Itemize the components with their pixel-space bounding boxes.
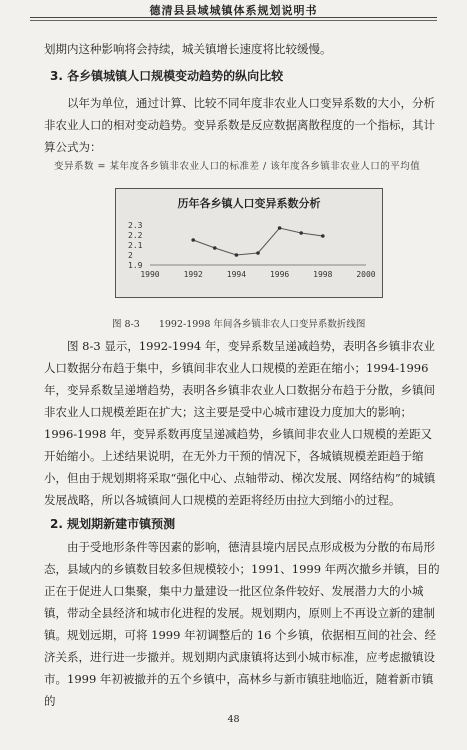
x-tick-label: 1998: [313, 270, 333, 279]
series-line: [193, 228, 323, 255]
x-tick-label: 2000: [356, 270, 376, 279]
header-rule: [30, 17, 437, 18]
y-tick-label: 2.2: [128, 231, 143, 240]
data-point: [256, 251, 260, 255]
y-tick-label: 2: [128, 251, 133, 260]
paragraph-analysis: 图 8-3 显示，1992-1994 年，变异系数呈递减趋势，表明各乡镇非农业人口数据分布趋于集中，乡镇间非农业人口规模的差距在缩小；1994-1996 年，变异系数呈递增趋势，表明各乡镇非农业人口数据分布趋于分散，乡镇间非农业人口规模差距在扩大；这主要是受中心城市建设力度加大的影响；1996-1998 年，变异系数再度呈递减趋势，乡镇间非农业人口规模的差距又开始缩小。上述结果说明，在无外力干预的情况下，各城镇规模差距趋于缩小，但由于规划期将采取“强化中心、点轴带动、梯次发展、网络结构”的城镇发展战略，所以各城镇间人口规模的差距将经历由拉大到缩小的过程。: [44, 339, 436, 507]
header-rule-thin: [30, 20, 437, 21]
x-tick-label: 1990: [140, 270, 160, 279]
data-point: [235, 253, 239, 257]
page-header: 德清县县域城镇体系规划说明书: [149, 4, 318, 17]
y-tick-label: 2.1: [128, 241, 143, 250]
section-2-body: 由于受地形条件等因素的影响，德清县境内居民点形成极为分散的布局形态，县域内的乡镇数目较多但规模较小；1991、1999 年两次撤乡并镇，目的正在于促进人口集聚，集中力量建设一批区位条件较好、发展潜力大的小城镇，带动全县经济和城市化进程的发展。规划期内，原则上不再设立新的建制镇。规划远期，可将 1999 年初调整后的 16 个乡镇，依据相互间的社会、经济关系，进行进一步撤并。规划期内武康镇将达到小城市标准，应考虑撤镇设市。: [44, 540, 440, 686]
section-2-last-line: 1999 年初被撤并的五个乡镇中，高林乡与新市镇驻地临近，随着新市镇的: [44, 672, 434, 708]
formula: 变异系数 = 某年度各乡镇非农业人口的标准差 / 该年度各乡镇非农业人口的平均值: [54, 161, 421, 172]
figure-caption: 图 8-3 1992-1998 年间各乡镇非农人口变异系数折线图: [112, 319, 366, 330]
data-point: [191, 238, 195, 242]
chart: [115, 188, 383, 298]
x-tick-label: 1996: [269, 270, 290, 279]
chart-plot: [116, 189, 382, 297]
y-tick-label: 2.3: [128, 221, 143, 230]
y-tick-label: 1.9: [128, 261, 143, 270]
data-point: [278, 226, 282, 230]
section-3-intro: 以年为单位，通过计算、比较不同年度非农业人口变异系数的大小，分析非农业人口的相对变动趋势。变异系数是反应数据离散程度的一个指标，其计算公式为：: [44, 96, 435, 154]
page-number: 48: [227, 714, 240, 725]
x-tick-label: 1992: [183, 270, 203, 279]
data-point: [299, 231, 303, 235]
section-3-heading: 3. 各乡镇城镇人口规模变动趋势的纵向比较: [50, 69, 284, 83]
section-2-heading: 2. 规划期新建市镇预测: [50, 517, 176, 531]
paragraph-top: 划期内这种影响将会持续，城关镇增长速度将比较缓慢。: [44, 42, 332, 56]
data-point: [321, 234, 325, 238]
data-point: [213, 246, 217, 250]
chart-title: 历年各乡镇人口变异系数分析: [177, 197, 321, 210]
x-tick-label: 1994: [226, 270, 247, 279]
